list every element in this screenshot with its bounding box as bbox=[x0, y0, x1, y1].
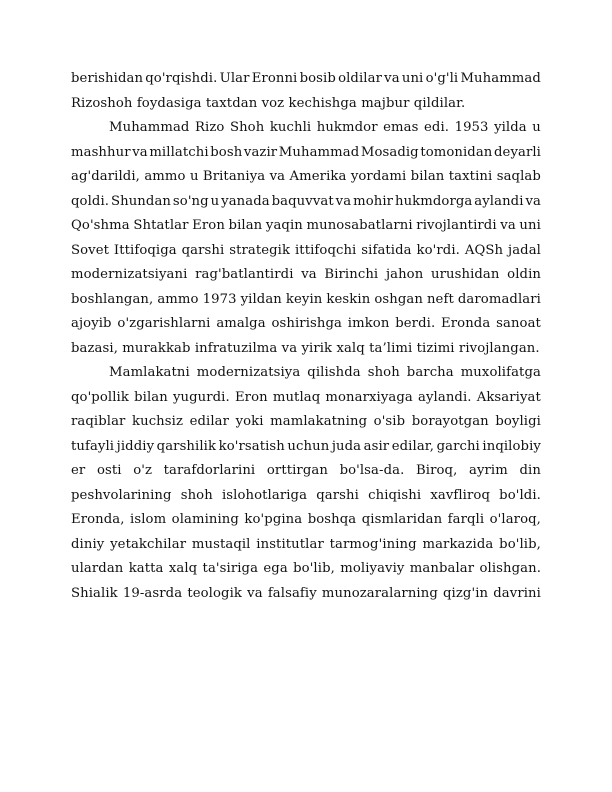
word: peshvolarining bbox=[71, 487, 172, 503]
word: Eronda bbox=[441, 316, 491, 331]
word: teologik bbox=[187, 585, 242, 601]
word: borayotgan bbox=[411, 414, 489, 429]
word: rivojlangan. bbox=[458, 340, 540, 356]
word: strategik bbox=[229, 242, 291, 258]
word: qildilar. bbox=[413, 95, 466, 111]
word: mohir bbox=[353, 193, 394, 209]
word: va bbox=[301, 267, 317, 282]
word: imkon bbox=[347, 316, 390, 331]
word: Britaniya bbox=[202, 169, 266, 184]
word: farqli bbox=[447, 512, 485, 527]
word: osti bbox=[96, 463, 122, 478]
text-line bbox=[71, 557, 541, 582]
word: modernizatsiyani bbox=[71, 267, 188, 282]
text-line bbox=[71, 263, 541, 288]
text-line bbox=[71, 484, 541, 509]
word: infratuzilma bbox=[194, 340, 282, 356]
word: qo'rqishdi. bbox=[145, 71, 218, 86]
word: yilda bbox=[494, 120, 527, 135]
word: xavfliroq bbox=[430, 487, 490, 503]
word: olamining bbox=[171, 512, 239, 527]
word: yetakchilar bbox=[110, 536, 187, 552]
word: markazida bbox=[422, 536, 494, 552]
text-line bbox=[71, 92, 541, 117]
word: urushidan bbox=[431, 267, 500, 282]
word: Shialik bbox=[71, 585, 118, 601]
word: ammo bbox=[157, 291, 199, 307]
text-line bbox=[71, 386, 541, 411]
word: falsafiy bbox=[267, 585, 317, 601]
word: orttirgan bbox=[266, 463, 328, 478]
word: juda bbox=[331, 438, 362, 454]
word: va bbox=[500, 218, 516, 233]
word: o'laroq, bbox=[489, 512, 541, 527]
word: ko'rsatish bbox=[218, 438, 285, 454]
document-body bbox=[71, 67, 541, 606]
word: xalq bbox=[168, 561, 198, 576]
word: Amerika bbox=[289, 169, 347, 184]
word: mashhur bbox=[71, 144, 131, 160]
word: bo'lsa-da. bbox=[339, 463, 405, 478]
word: ajoyib bbox=[71, 316, 112, 331]
word: bilan bbox=[134, 389, 168, 405]
word: Ittifoqiga bbox=[113, 242, 177, 258]
word: yirik bbox=[301, 340, 337, 356]
word: ulardan bbox=[71, 561, 124, 576]
text-line bbox=[71, 533, 541, 558]
word: aylandi. bbox=[418, 389, 472, 405]
word: oshgan bbox=[374, 291, 423, 307]
word: uni bbox=[401, 71, 424, 86]
word: tarmog'ining bbox=[329, 536, 417, 552]
word: bo'ldi. bbox=[499, 487, 541, 503]
word: Muhammad bbox=[278, 144, 360, 160]
word: yanada bbox=[221, 193, 270, 209]
word: Mosadig bbox=[360, 144, 419, 160]
word: ko'rdi. bbox=[416, 242, 460, 258]
word: munozaralarning bbox=[321, 585, 438, 601]
word: Aksariyat bbox=[476, 389, 541, 405]
word: Eron bbox=[234, 389, 268, 405]
word: millatchi bbox=[149, 144, 209, 160]
word: o'g'li bbox=[425, 71, 459, 86]
word: tufayli bbox=[71, 438, 115, 454]
word: emas bbox=[383, 120, 419, 135]
word: tarafdorlarini bbox=[163, 463, 256, 478]
text-line bbox=[71, 361, 541, 386]
word: keyin bbox=[285, 291, 323, 307]
word: mutlaq bbox=[272, 389, 321, 405]
word: shoh bbox=[180, 487, 213, 503]
word: deyarli bbox=[494, 144, 541, 160]
word: voz bbox=[261, 95, 289, 111]
word: qoldi. bbox=[71, 193, 110, 209]
word: Biroq, bbox=[416, 463, 458, 478]
word: ta’limi bbox=[369, 340, 417, 356]
word: AQSh bbox=[464, 242, 504, 258]
word: Sovet bbox=[71, 242, 110, 258]
word: garchi bbox=[436, 438, 480, 454]
word: 19-asrda bbox=[122, 585, 183, 601]
word: inqilobiy bbox=[482, 438, 541, 454]
word: qo'pollik bbox=[71, 389, 129, 405]
text-line bbox=[71, 165, 541, 190]
word: institutlar bbox=[256, 536, 324, 552]
word: chiqishi bbox=[368, 487, 422, 503]
word: o'z bbox=[133, 463, 153, 478]
word: berdi. bbox=[395, 316, 436, 331]
word: qismlaridan bbox=[361, 512, 443, 527]
word: rag'batlantirdi bbox=[195, 267, 294, 282]
word: ko'pgina bbox=[244, 512, 303, 527]
word: va bbox=[525, 193, 541, 209]
word: ammo bbox=[144, 169, 186, 184]
word: shoh bbox=[367, 365, 400, 380]
word: edi. bbox=[424, 120, 450, 135]
text-line bbox=[71, 141, 541, 166]
word: oldilar bbox=[338, 71, 382, 86]
word: yaqin bbox=[265, 218, 303, 233]
word: ayrim bbox=[469, 463, 508, 478]
word: Shtatlar bbox=[133, 218, 189, 233]
word: murakkab bbox=[122, 340, 195, 356]
text-line bbox=[71, 410, 541, 435]
word: tizimi bbox=[416, 340, 459, 356]
word: yordami bbox=[350, 169, 407, 184]
word: berishidan bbox=[71, 71, 144, 86]
word: bo'lib, bbox=[293, 561, 335, 576]
text-line bbox=[71, 239, 541, 264]
text-line bbox=[71, 214, 541, 239]
word: mamlakatning bbox=[270, 414, 368, 429]
text-line bbox=[71, 508, 541, 533]
word: tomonidan bbox=[420, 144, 493, 160]
word: va bbox=[335, 193, 352, 209]
word: muxolifatga bbox=[460, 365, 541, 380]
word: munosabatlarni bbox=[306, 218, 413, 233]
word: ittifoqchi bbox=[294, 242, 357, 258]
word: oshirishga bbox=[271, 316, 342, 331]
word: ag'darildi, bbox=[71, 169, 140, 184]
word: boyligi bbox=[495, 414, 541, 429]
text-line bbox=[71, 67, 541, 92]
word: qarshilik bbox=[156, 438, 217, 454]
word: 1973 bbox=[202, 291, 237, 307]
word: qarshi bbox=[181, 242, 225, 258]
word: boshlangan, bbox=[71, 291, 154, 307]
word: jahon bbox=[385, 267, 424, 282]
word: boshqa bbox=[307, 512, 357, 527]
word: daromadlari bbox=[457, 291, 541, 307]
word: Eronda, bbox=[71, 512, 125, 527]
word: saqlab bbox=[496, 169, 541, 184]
word: va bbox=[132, 144, 148, 160]
word: qilishda bbox=[307, 365, 361, 380]
word: hukmdor bbox=[316, 120, 378, 135]
word: sifatida bbox=[361, 242, 412, 258]
word: vazir bbox=[243, 144, 278, 160]
word: o'sib bbox=[373, 414, 406, 429]
word: Muhammad bbox=[460, 71, 541, 86]
word: ega bbox=[263, 561, 288, 576]
word: manbalar bbox=[409, 561, 475, 576]
word: amalga bbox=[216, 316, 266, 331]
word: hukmdorga bbox=[395, 193, 473, 209]
word: bazasi, bbox=[71, 340, 123, 356]
word: asir bbox=[363, 438, 390, 454]
word: islom bbox=[130, 512, 167, 527]
text-line bbox=[71, 312, 541, 337]
text-line bbox=[71, 435, 541, 460]
word: Eron bbox=[192, 218, 225, 233]
word: o'zgarishlarni bbox=[117, 316, 211, 331]
word: mustaqil bbox=[191, 536, 251, 552]
word: u bbox=[189, 169, 199, 184]
word: islohotlariga bbox=[221, 487, 308, 503]
word: monarxiyaga bbox=[325, 389, 413, 405]
word: rivojlantirdi bbox=[416, 218, 497, 233]
word: 1953 bbox=[454, 120, 489, 135]
text-line bbox=[71, 459, 541, 484]
word: Rizo bbox=[194, 120, 225, 135]
word: majbur bbox=[361, 95, 414, 111]
word: diniy bbox=[71, 536, 105, 552]
word: so'ng bbox=[172, 193, 209, 209]
word: edilar bbox=[189, 414, 230, 429]
word: kuchli bbox=[269, 120, 312, 135]
word: kechishga bbox=[288, 95, 362, 111]
word: va bbox=[384, 71, 400, 86]
word: keskin bbox=[326, 291, 371, 307]
word: bosh bbox=[210, 144, 243, 160]
text-line bbox=[71, 190, 541, 215]
word: Shundan bbox=[110, 193, 171, 209]
word: sanoat bbox=[496, 316, 541, 331]
word: bo'lib, bbox=[499, 536, 541, 552]
word: bosib bbox=[299, 71, 336, 86]
word: uchun bbox=[287, 438, 330, 454]
word: raqiblar bbox=[71, 414, 126, 429]
word: u bbox=[532, 120, 541, 135]
word: va bbox=[281, 340, 302, 356]
word: olishgan. bbox=[479, 561, 541, 576]
word: yoki bbox=[235, 414, 264, 429]
word: jadal bbox=[508, 242, 541, 258]
word: bilan bbox=[410, 169, 445, 184]
word: katta bbox=[128, 561, 164, 576]
word: xalq bbox=[336, 340, 370, 356]
word: Shoh bbox=[229, 120, 265, 135]
word: kuchsiz bbox=[132, 414, 184, 429]
word: taxtdan bbox=[205, 95, 262, 111]
word: moliyaviy bbox=[340, 561, 405, 576]
word: modernizatsiya bbox=[196, 365, 301, 380]
word: qizg'in bbox=[443, 585, 489, 601]
word: oldin bbox=[507, 267, 541, 282]
text-line bbox=[71, 582, 541, 607]
text-line bbox=[71, 288, 541, 313]
word: neft bbox=[426, 291, 454, 307]
word: Ular bbox=[219, 71, 250, 86]
word: er bbox=[71, 463, 86, 478]
text-line bbox=[71, 337, 541, 362]
word: yildan bbox=[240, 291, 282, 307]
word: edilar, bbox=[391, 438, 435, 454]
word: Eronni bbox=[251, 71, 298, 86]
word: uni bbox=[519, 218, 541, 233]
word: u bbox=[210, 193, 220, 209]
word: baquvvat bbox=[271, 193, 334, 209]
word: va bbox=[269, 169, 286, 184]
word: ta'siriga bbox=[202, 561, 259, 576]
word: foydasiga bbox=[136, 95, 206, 111]
word: barcha bbox=[406, 365, 454, 380]
word: va bbox=[247, 585, 263, 601]
word: jiddiy bbox=[116, 438, 155, 454]
word: Mamlakatni bbox=[109, 365, 190, 380]
word: aylandi bbox=[474, 193, 524, 209]
word: Muhammad bbox=[109, 120, 190, 135]
word: Birinchi bbox=[324, 267, 379, 282]
text-line bbox=[71, 116, 541, 141]
word: qarshi bbox=[316, 487, 359, 503]
word: bilan bbox=[228, 218, 263, 233]
word: yugurdi. bbox=[172, 389, 230, 405]
word: Qo'shma bbox=[71, 218, 130, 233]
word: davrini bbox=[493, 585, 541, 601]
word: Rizoshoh bbox=[71, 95, 137, 111]
word: taxtini bbox=[448, 169, 493, 184]
word: din bbox=[519, 463, 541, 478]
